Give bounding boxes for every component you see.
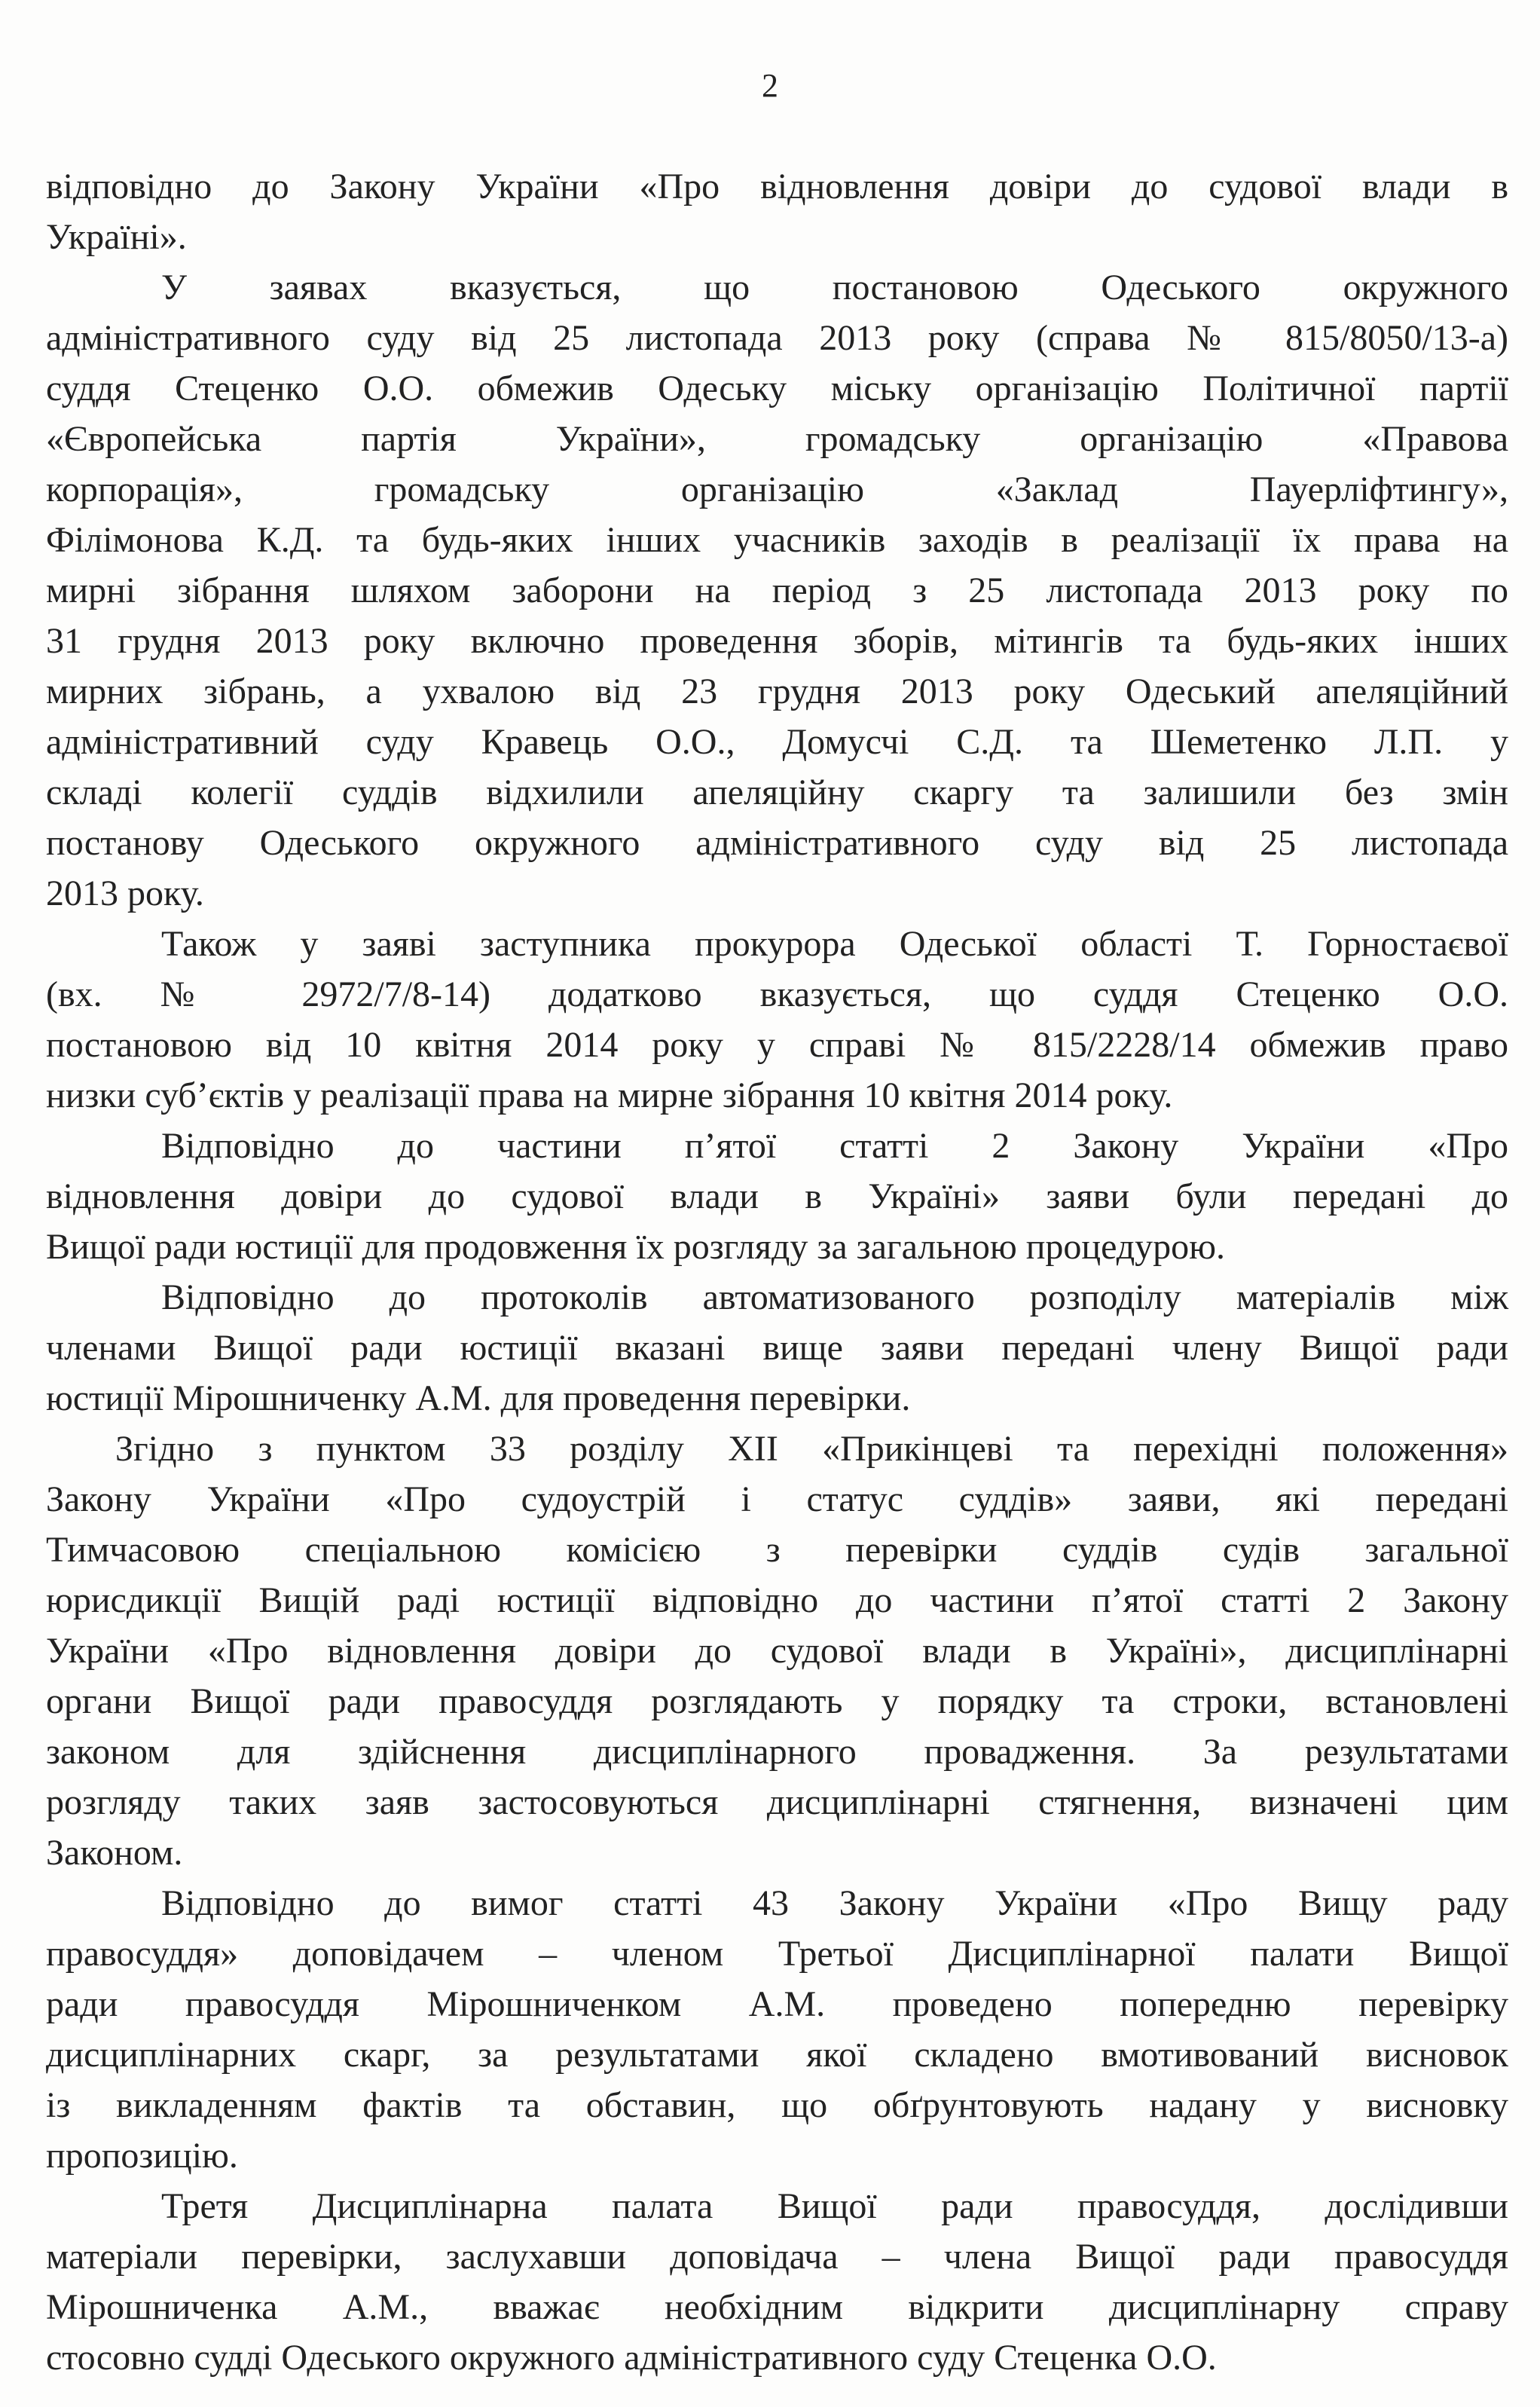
text-line: законом для здійснення дисциплінарного провадження. За результатами [46, 1732, 1508, 1772]
paragraph [46, 1272, 1508, 1424]
text-line: Мірошниченка А.М., вважає необхідним відкрити дисциплінарну справу [46, 2287, 1508, 2327]
paragraph [46, 919, 1508, 1121]
paragraph [46, 2181, 1508, 2383]
text-line: складі колегії суддів відхилили апеляційну скаргу та залишили без змін [46, 772, 1508, 812]
text-line: Вищої ради юстиції для продовження їх розгляду за загальною процедурою. [46, 1227, 1226, 1267]
text-line: 31 грудня 2013 року включно проведення зборів, мітингів та будь-яких інших [46, 621, 1508, 661]
text-line: пропозицію. [46, 2136, 238, 2176]
text-line: Україні». [46, 217, 187, 257]
paragraph [46, 1121, 1508, 1272]
text-line: Філімонова К.Д. та будь-яких інших учасників заходів в реалізації їх права на [46, 520, 1508, 560]
text-line: Відповідно до вимог статті 43 Закону України «Про Вищу раду [161, 1883, 1508, 1923]
text-line: із викладенням фактів та обставин, що обґрунтовують надану у висновку [46, 2085, 1508, 2125]
text-line: дисциплінарних скарг, за результатами якої складено вмотивований висновок [46, 2035, 1508, 2075]
text-line: Тимчасовою спеціальною комісією з перевірки суддів судів загальної [46, 1530, 1508, 1570]
paragraph [46, 161, 1508, 262]
text-line: «Європейська партія України», громадську організацію «Правова [46, 419, 1508, 459]
document-body [46, 161, 1508, 2383]
text-line: розгляду таких заяв застосовуються дисциплінарні стягнення, визначені цим [46, 1782, 1508, 1822]
text-line: членами Вищої ради юстиції вказані вище заяви передані члену Вищої ради [46, 1328, 1508, 1368]
text-line: 2013 року. [46, 873, 204, 913]
text-line: Відповідно до протоколів автоматизованого розподілу матеріалів між [161, 1277, 1508, 1317]
text-line: мирних зібрань, а ухвалою від 23 грудня 2013 року Одеський апеляційний [46, 671, 1508, 711]
text-line: правосуддя» доповідачем – членом Третьої Дисциплінарної палати Вищої [46, 1934, 1508, 1974]
text-line: (вх. № 2972/7/8-14) додатково вказується, що суддя Стеценко О.О. [46, 974, 1508, 1014]
text-line: низки суб’єктів у реалізації права на мирне зібрання 10 квітня 2014 року. [46, 1075, 1173, 1115]
text-line: адміністративний суду Кравець О.О., Домусчі С.Д. та Шеметенко Л.П. у [46, 722, 1508, 762]
text-line: адміністративного суду від 25 листопада 2013 року (справа № 815/8050/13-а) [46, 318, 1508, 358]
text-line: Третя Дисциплінарна палата Вищої ради правосуддя, дослідивши [161, 2186, 1508, 2226]
text-line: ради правосуддя Мірошниченком А.М. проведено попередню перевірку [46, 1984, 1508, 2024]
text-line: Закону України «Про судоустрій і статус суддів» заяви, які передані [46, 1479, 1508, 1519]
paragraph [46, 1424, 1508, 1878]
text-line: відновлення довіри до судової влади в Україні» заяви були передані до [46, 1176, 1508, 1216]
text-line: постанову Одеського окружного адміністративного суду від 25 листопада [46, 823, 1508, 863]
text-line: України «Про відновлення довіри до судової влади в Україні», дисциплінарні [46, 1631, 1508, 1671]
text-line: матеріали перевірки, заслухавши доповідача – члена Вищої ради правосуддя [46, 2237, 1508, 2277]
text-line: юстиції Мірошниченку А.М. для проведення перевірки. [46, 1378, 911, 1418]
text-line: суддя Стеценко О.О. обмежив Одеську міську організацію Політичної партії [46, 369, 1508, 408]
paragraph [46, 1878, 1508, 2181]
text-line: відповідно до Закону України «Про відновлення довіри до судової влади в [46, 167, 1508, 206]
text-line: мирні зібрання шляхом заборони на період з 25 листопада 2013 року по [46, 570, 1508, 610]
paragraph [46, 262, 1508, 919]
text-line: постановою від 10 квітня 2014 року у справі № 815/2228/14 обмежив право [46, 1025, 1508, 1065]
text-line: органи Вищої ради правосуддя розглядають у порядку та строки, встановлені [46, 1681, 1508, 1721]
text-line: Також у заяві заступника прокурора Одеської області Т. Горностаєвої [161, 924, 1508, 964]
text-line: Згідно з пунктом 33 розділу XII «Прикінцеві та перехідні положення» [115, 1429, 1508, 1469]
text-line: стосовно судді Одеського окружного адміністративного суду Стеценка О.О. [46, 2338, 1217, 2378]
text-line: Відповідно до частини п’ятої статті 2 Закону України «Про [161, 1126, 1508, 1166]
text-line: Законом. [46, 1833, 183, 1873]
text-line: юрисдикції Вищій раді юстиції відповідно до частини п’ятої статті 2 Закону [46, 1580, 1508, 1620]
text-line: У заявах вказується, що постановою Одеського окружного [161, 268, 1508, 307]
text-line: корпорація», громадську організацію «Заклад Пауерліфтингу», [46, 469, 1508, 509]
page-number: 2 [762, 67, 778, 104]
